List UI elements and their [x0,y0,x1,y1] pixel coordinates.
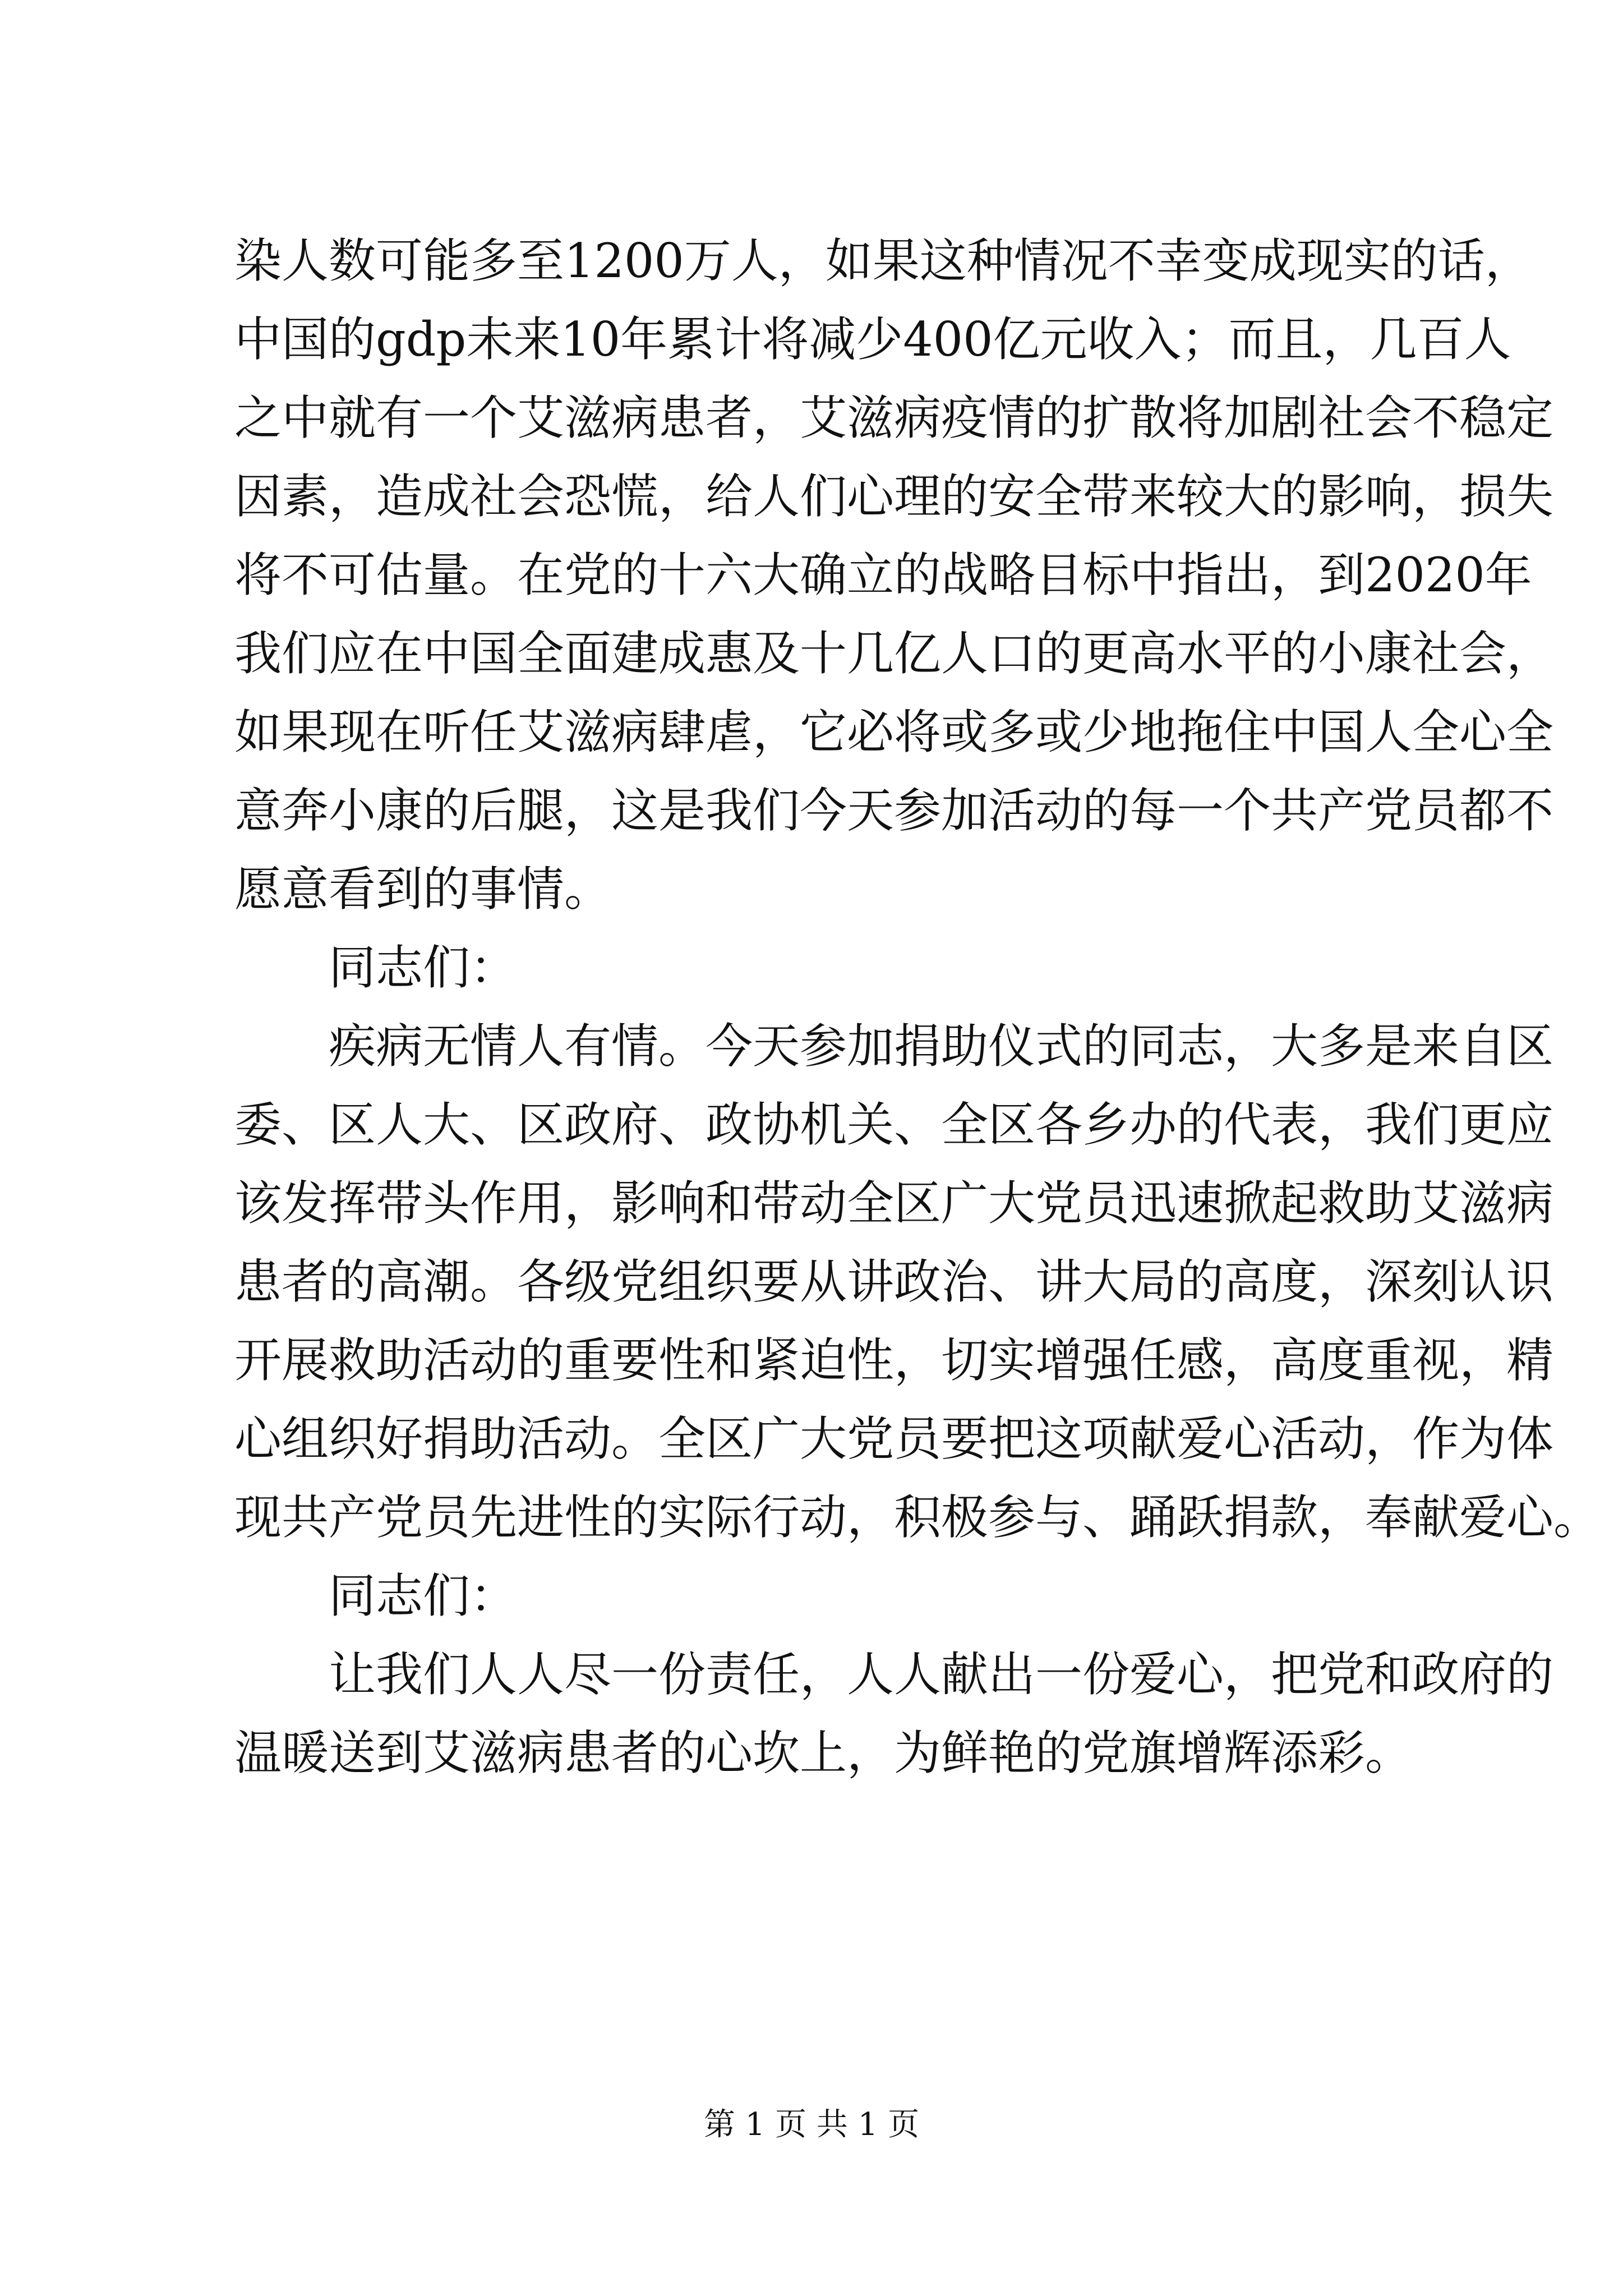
salutation: 同志们： [329,940,518,995]
text-line: 将不可估量。在党的十六大确立的战略目标中指出，到2020年 [234,547,1532,602]
text-line: 委、区人大、区政府、政协机关、全区各乡办的代表，我们更应 [234,1097,1554,1152]
page-footer [0,2102,1623,2147]
text-line: 因素，造成社会恐慌，给人们心理的安全带来较大的影响，损失 [234,469,1554,524]
text-line: 患者的高潮。各级党组织要从讲政治、讲大局的高度，深刻认识 [234,1254,1554,1309]
text-line: 意奔小康的后腿，这是我们今天参加活动的每一个共产党员都不 [234,783,1554,838]
text-line: 我们应在中国全面建成惠及十几亿人口的更高水平的小康社会， [234,626,1554,681]
document-body [234,222,1601,1792]
text-line: 该发挥带头作用，影响和带动全区广大党员迅速掀起救助艾滋病 [234,1176,1554,1231]
text-line: 现共产党员先进性的实际行动，积极参与、踊跃捐款，奉献爱心。 [234,1490,1601,1545]
text-line: 疾病无情人有情。今天参加捐助仪式的同志，大多是来自区 [329,1019,1554,1074]
text-line: 如果现在听任艾滋病肆虐，它必将或多或少地拖住中国人全心全 [234,705,1554,760]
text-line: 温暖送到艾滋病患者的心坎上，为鲜艳的党旗增辉添彩。 [234,1726,1413,1780]
text-line: 染人数可能多至1200万人，如果这种情况不幸变成现实的话， [234,233,1532,288]
text-line: 心组织好捐助活动。全区广大党员要把这项献爱心活动，作为体 [234,1411,1554,1466]
page-number-label: 第 1 页 共 1 页 [703,2106,920,2143]
text-line: 开展救助活动的重要性和紧迫性，切实增强任感，高度重视，精 [234,1333,1554,1388]
text-line: 愿意看到的事情。 [234,862,612,917]
salutation: 同志们： [329,1568,518,1623]
text-line: 中国的gdp未来10年累计将减少400亿元收入；而且，几百人 [234,312,1511,367]
text-line: 让我们人人尽一份责任，人人献出一份爱心，把党和政府的 [329,1647,1554,1702]
text-line: 之中就有一个艾滋病患者，艾滋病疫情的扩散将加剧社会不稳定 [234,390,1554,445]
